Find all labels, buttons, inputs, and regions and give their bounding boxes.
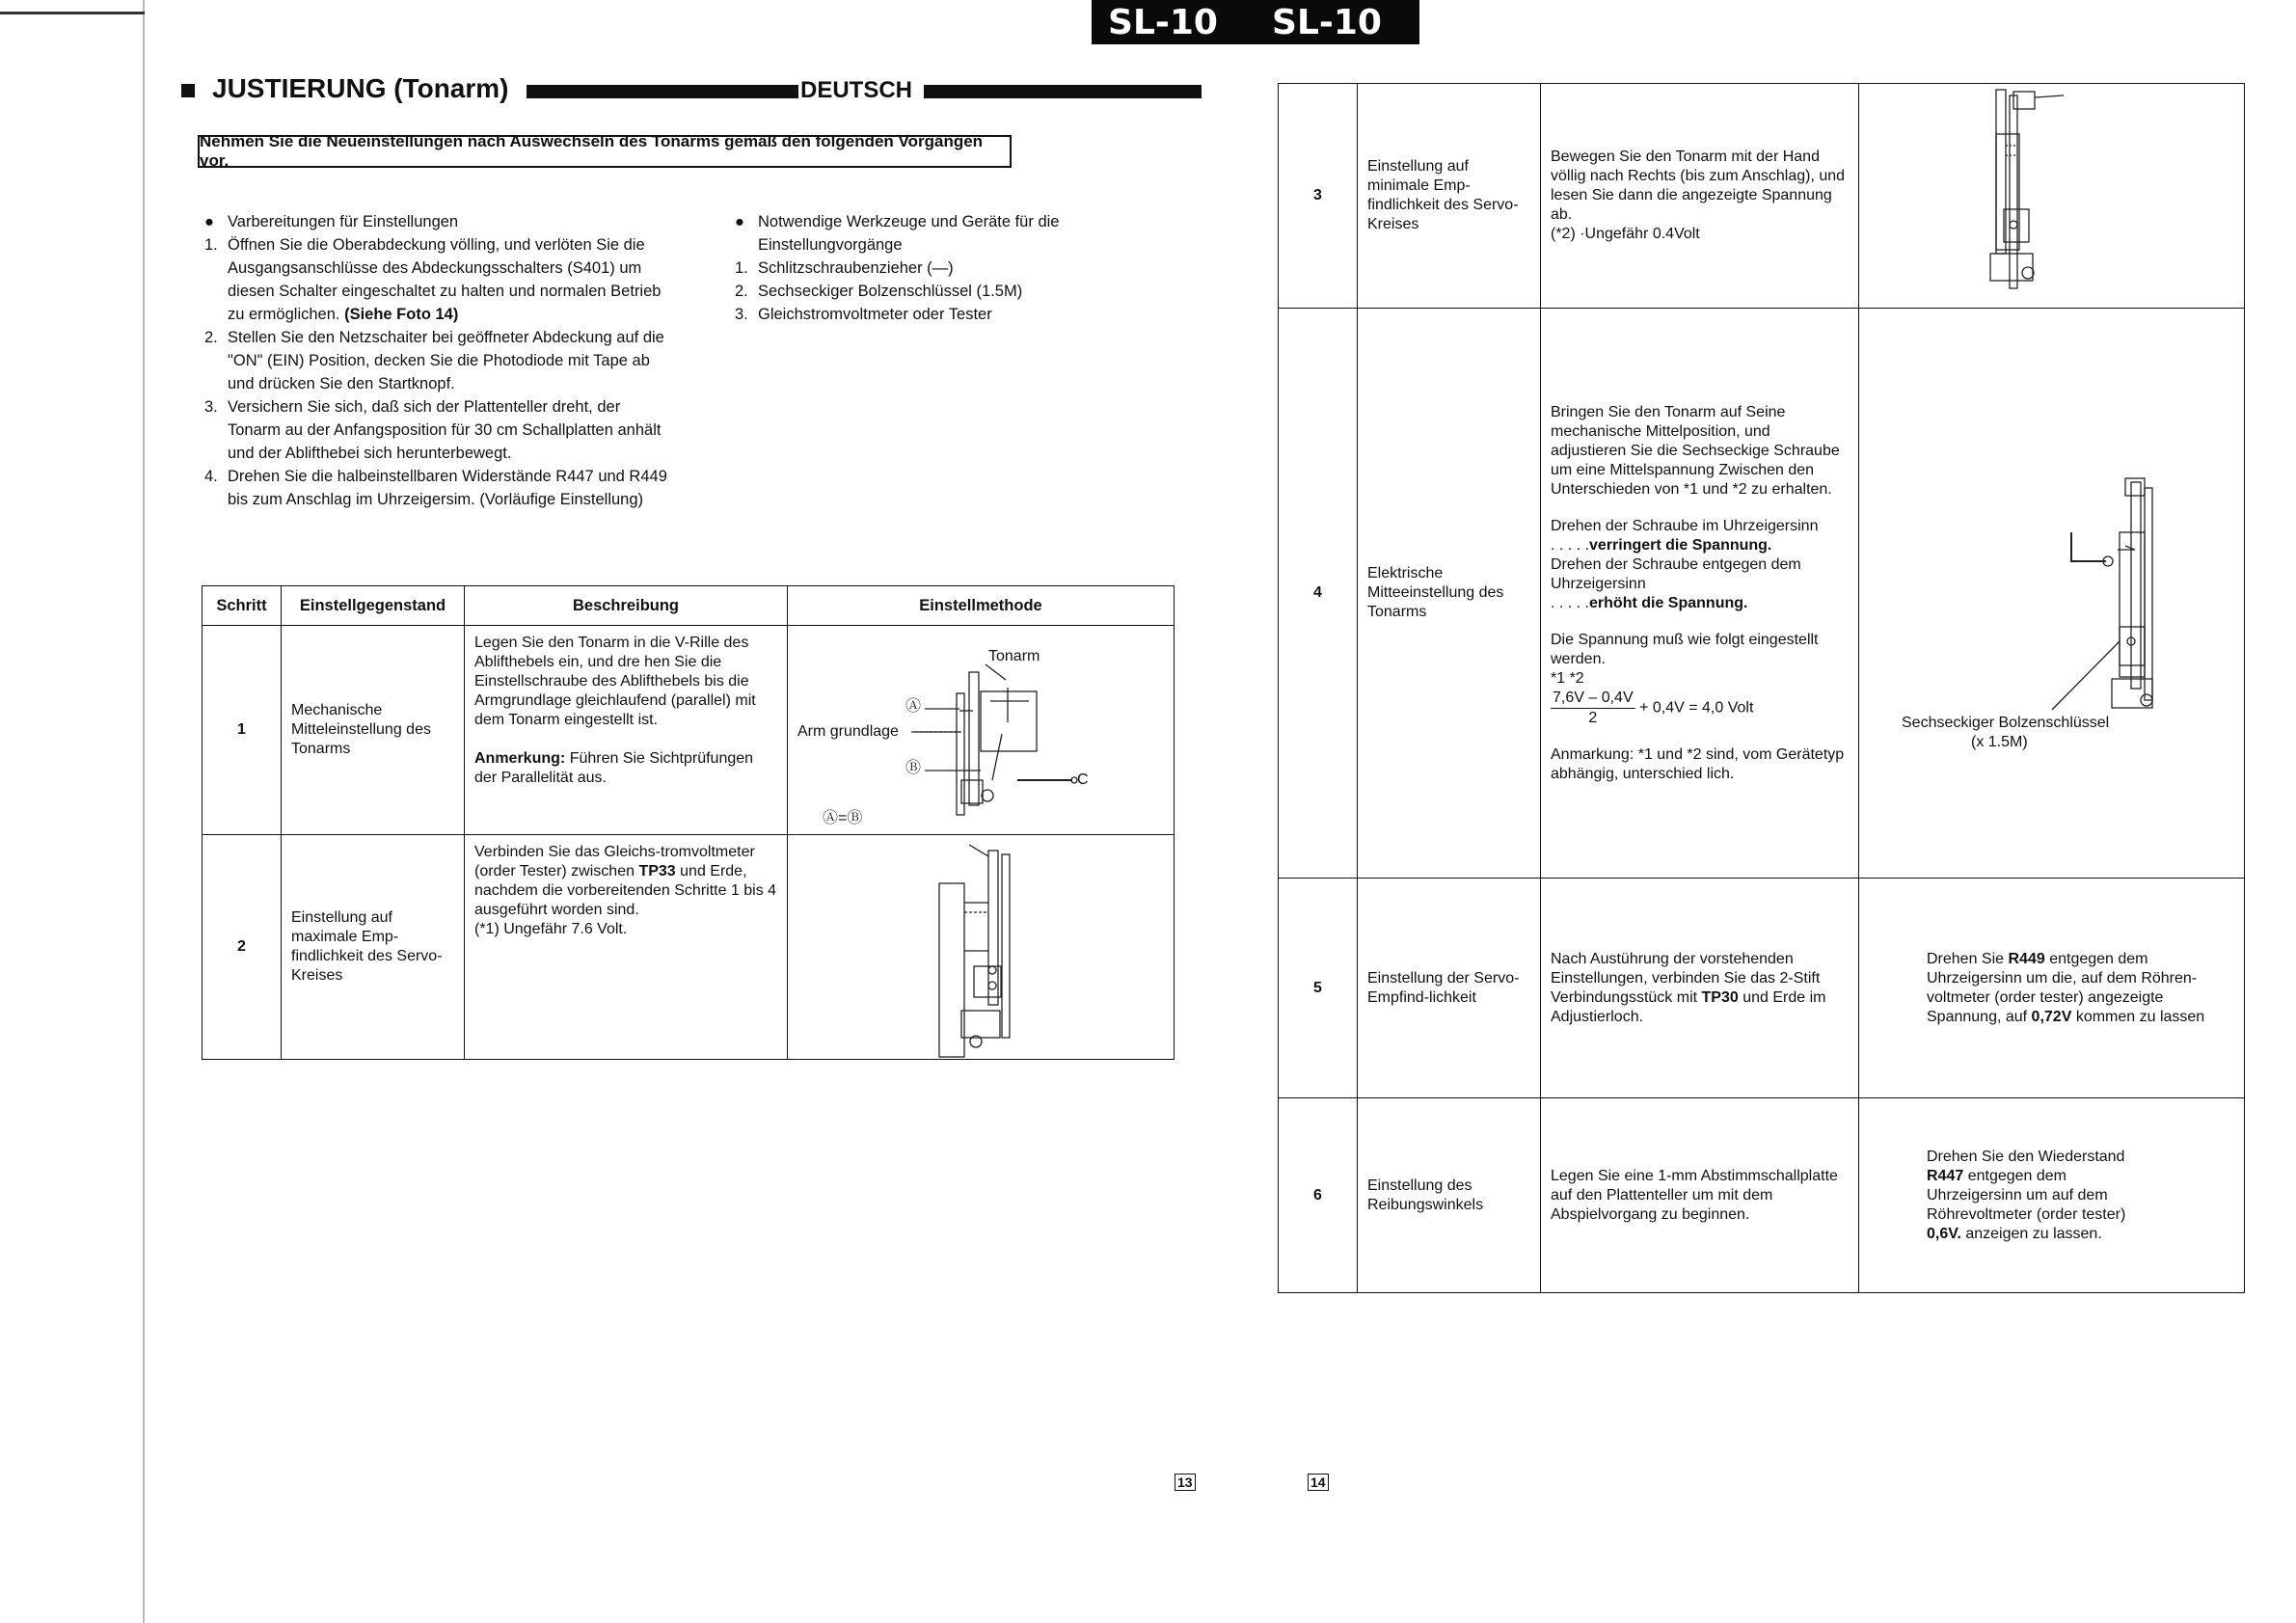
tonearm-drawing — [788, 835, 1175, 1059]
title-rule — [527, 85, 798, 98]
step-description: Legen Sie eine 1-mm Abstimmschallplatte auf den Plattenteller um mit dem Abspielvorgang zu beginnen. — [1541, 1098, 1859, 1293]
step-method — [1859, 309, 2245, 879]
model-label-left: SL-10 — [1092, 0, 1234, 44]
description-text: Legen Sie den Tonarm in die V-Rille des Ablifthebels ein, und dre hen Sie die Einstellschraube des Ablifthebels bis die Armgrundlage gleichlaufend (parallel) mit dem Tonarm eingestellt ist. — [474, 635, 756, 728]
step-item: Elektrische Mitteeinstellung des Tonarms — [1358, 309, 1541, 879]
table-row — [1279, 1098, 2245, 1293]
tools-heading: ● Notwendige Werkzeuge und Geräte für die Einstellungvorgänge — [735, 210, 1101, 257]
col-header-description: Beschreibung — [465, 586, 788, 626]
formula-marks: *1 *2 — [1551, 669, 1584, 687]
scan-edge-line — [143, 0, 145, 1623]
prep-item: 3. Versichern Sie sich, daß sich der Plattenteller dreht, der Tonarm au der Anfangsposition für 30 cm Schallplatten anhält und der Ablifthebei sich herunterbewegt. — [204, 398, 662, 462]
step-description — [1541, 84, 1859, 309]
description-text: Bewegen Sie den Tonarm mit der Hand völlig nach Rechts (bis zum Anschlag), und lesen Sie dann die angezeigte Spannung ab. — [1551, 149, 1846, 223]
rotation-counterclockwise-text: Drehen der Schraube entgegen dem Uhrzeigersinn . . . . .erhöht die Spannung. — [1551, 555, 1801, 611]
formula-note: Anmarkung: *1 und *2 sind, vom Gerätetyp abhängig, unterschied lich. — [1551, 745, 1845, 782]
step-method: Drehen Sie den Wiederstand R447 entgegen dem Uhrzeigersinn um auf dem Röhrevoltmeter (order tester) 0,6V. anzeigen zu lassen. — [1859, 1098, 2245, 1293]
step-method — [1859, 84, 2245, 309]
col-header-step: Schritt — [203, 586, 282, 626]
col-header-method: Einstellmethode — [788, 586, 1175, 626]
step-number: 3 — [1279, 84, 1358, 309]
voltage-note: (*2) ·Ungefähr 0.4Volt — [1551, 226, 1700, 242]
square-bullet-icon — [181, 84, 195, 97]
step-item: Einstellung des Reibungswinkels — [1358, 1098, 1541, 1293]
step-number: 4 — [1279, 309, 1358, 879]
step-item: Einstellung auf maximale Emp-findlichkeit des Servo-Kreises — [282, 835, 465, 1060]
tonearm-max-diagram — [788, 835, 1174, 1059]
formula-intro: Die Spannung muß wie folgt eingestellt werden. — [1551, 631, 1819, 667]
bullet-icon: ● — [204, 213, 214, 230]
prep-heading: ● Varbereitungen für Einstellungen — [204, 210, 669, 233]
prep-item: 2. Stellen Sie den Netzschaiter bei geöffneter Abdeckung auf die "ON" (EIN) Position, decken Sie die Photodiode mit Tape ab und drücken Sie den Startknopf. — [204, 329, 664, 392]
formula-fraction: $\frac{7,6V - 0,4V}{2}$ — [1553, 689, 1634, 726]
note-text: Anmerkung: Führen Sie Sichtprüfungen der Parallelität aus. — [474, 750, 754, 786]
label-tonarm: Tonarm — [988, 648, 1040, 664]
step-number: 1 — [203, 626, 282, 835]
tonearm-drawing — [1859, 84, 2245, 308]
step-number: 6 — [1279, 1098, 1358, 1293]
table-header-row — [203, 586, 1175, 626]
description-text: Bringen Sie den Tonarm auf Seine mechanische Mittelposition, und adjustieren Sie die Sechseckige Schraube um eine Mittelspannung Zwischen den Unterschieden von *1 und *2 zu erhalten. — [1551, 403, 1840, 498]
label-b: Ⓑ — [905, 760, 922, 776]
step-method — [788, 835, 1175, 1060]
prep-item: 1. Öffnen Sie die Oberabdeckung völling, und verlöten Sie die Ausgangsanschlüsse des Abdeckungsschalters (S401) um diesen Schalter eingeschaltet zu halten und normalen Betrieb zu ermöglichen. (Siehe Foto 14) — [204, 236, 662, 323]
tools-item: 1. Schlitzschraubenzieher (—) — [735, 259, 954, 277]
prep-item: 4. Drehen Sie die halbeinstellbaren Widerstände R447 und R449 bis zum Anschlag im Uhrzeigersim. (Vorläufige Einstellung) — [204, 468, 667, 508]
label-a: Ⓐ — [905, 698, 922, 715]
label-arm-base: Arm grundlage — [797, 723, 899, 740]
model-label-right: SL-10 — [1234, 0, 1419, 44]
step-number: 5 — [1279, 879, 1358, 1098]
tonearm-min-diagram — [1859, 84, 2244, 308]
step-number: 2 — [203, 835, 282, 1060]
step-description: Nach Austührung der vorstehenden Einstellungen, verbinden Sie das 2-Stift Verbindungsstück mit TP30 und Erde im Adjustierloch. — [1541, 879, 1859, 1098]
notice-box: Nehmen Sie die Neueinstellungen nach Auswechseln des Tonarms gemäß den folgenden Vorgängen vor. — [198, 135, 1012, 168]
step-item: Einstellung auf minimale Emp-findlichkeit des Servo-Kreises — [1358, 84, 1541, 309]
table-row — [1279, 84, 2245, 309]
page-number-right: 14 — [1308, 1474, 1329, 1491]
table-row — [203, 835, 1175, 1060]
step-method — [788, 626, 1175, 835]
adjustment-table-right — [1278, 83, 2245, 1293]
language-label: DEUTSCH — [800, 77, 913, 103]
col-header-item: Einstellgegenstand — [282, 586, 465, 626]
step-item: Mechanische Mitteleinstellung des Tonarms — [282, 626, 465, 835]
section-title: JUSTIERUNG (Tonarm) — [181, 73, 509, 104]
step-description — [465, 835, 788, 1060]
preparations-list — [204, 210, 669, 511]
step-description — [465, 626, 788, 835]
tonearm-drawing — [1859, 309, 2245, 878]
voltage-formula: $\frac{7,6V - 0,4V}{2}$ + 0,4V = 4,0 Volt — [1553, 689, 1754, 726]
title-rule-right — [924, 85, 1202, 98]
tools-item: 2. Sechseckiger Bolzenschlüssel (1.5M) — [735, 283, 1023, 300]
tonearm-alignment-diagram — [788, 626, 1174, 834]
label-c: C — [1077, 771, 1089, 788]
table-row — [1279, 309, 2245, 879]
tools-list — [735, 210, 1101, 326]
rotation-clockwise-text: Drehen der Schraube im Uhrzeigersinn . . . . .verringert die Spannung. — [1551, 517, 1819, 554]
hex-wrench-diagram — [1859, 309, 2244, 878]
step-description — [1541, 309, 1859, 879]
step-method: Drehen Sie R449 entgegen dem Uhrzeigersinn um die, auf dem Röhren-voltmeter (order tester) angezeigte Spannung, auf 0,72V kommen zu lassen — [1859, 879, 2245, 1098]
table-row — [1279, 879, 2245, 1098]
label-a-equals-b: Ⓐ=Ⓑ — [823, 810, 863, 826]
adjustment-table-left — [202, 585, 1175, 1060]
voltage-note: (*1) Ungefähr 7.6 Volt. — [474, 921, 628, 937]
step-item: Einstellung der Servo-Empfind-lichkeit — [1358, 879, 1541, 1098]
label-hex-wrench: Sechseckiger Bolzenschlüssel — [1902, 715, 2110, 731]
table-row — [203, 626, 1175, 835]
scan-edge-mark — [0, 12, 145, 14]
description-text: Verbinden Sie das Gleichs-tromvoltmeter (order Tester) zwischen TP33 und Erde, nachdem die vorbereitenden Schritte 1 bis 4 ausgeführt worden sind. — [474, 844, 777, 918]
tools-item: 3. Gleichstromvoltmeter oder Tester — [735, 306, 992, 323]
page-number-left: 13 — [1175, 1474, 1196, 1491]
label-hex-wrench-size: (x 1.5M) — [1971, 734, 2028, 750]
bullet-icon: ● — [735, 213, 744, 230]
